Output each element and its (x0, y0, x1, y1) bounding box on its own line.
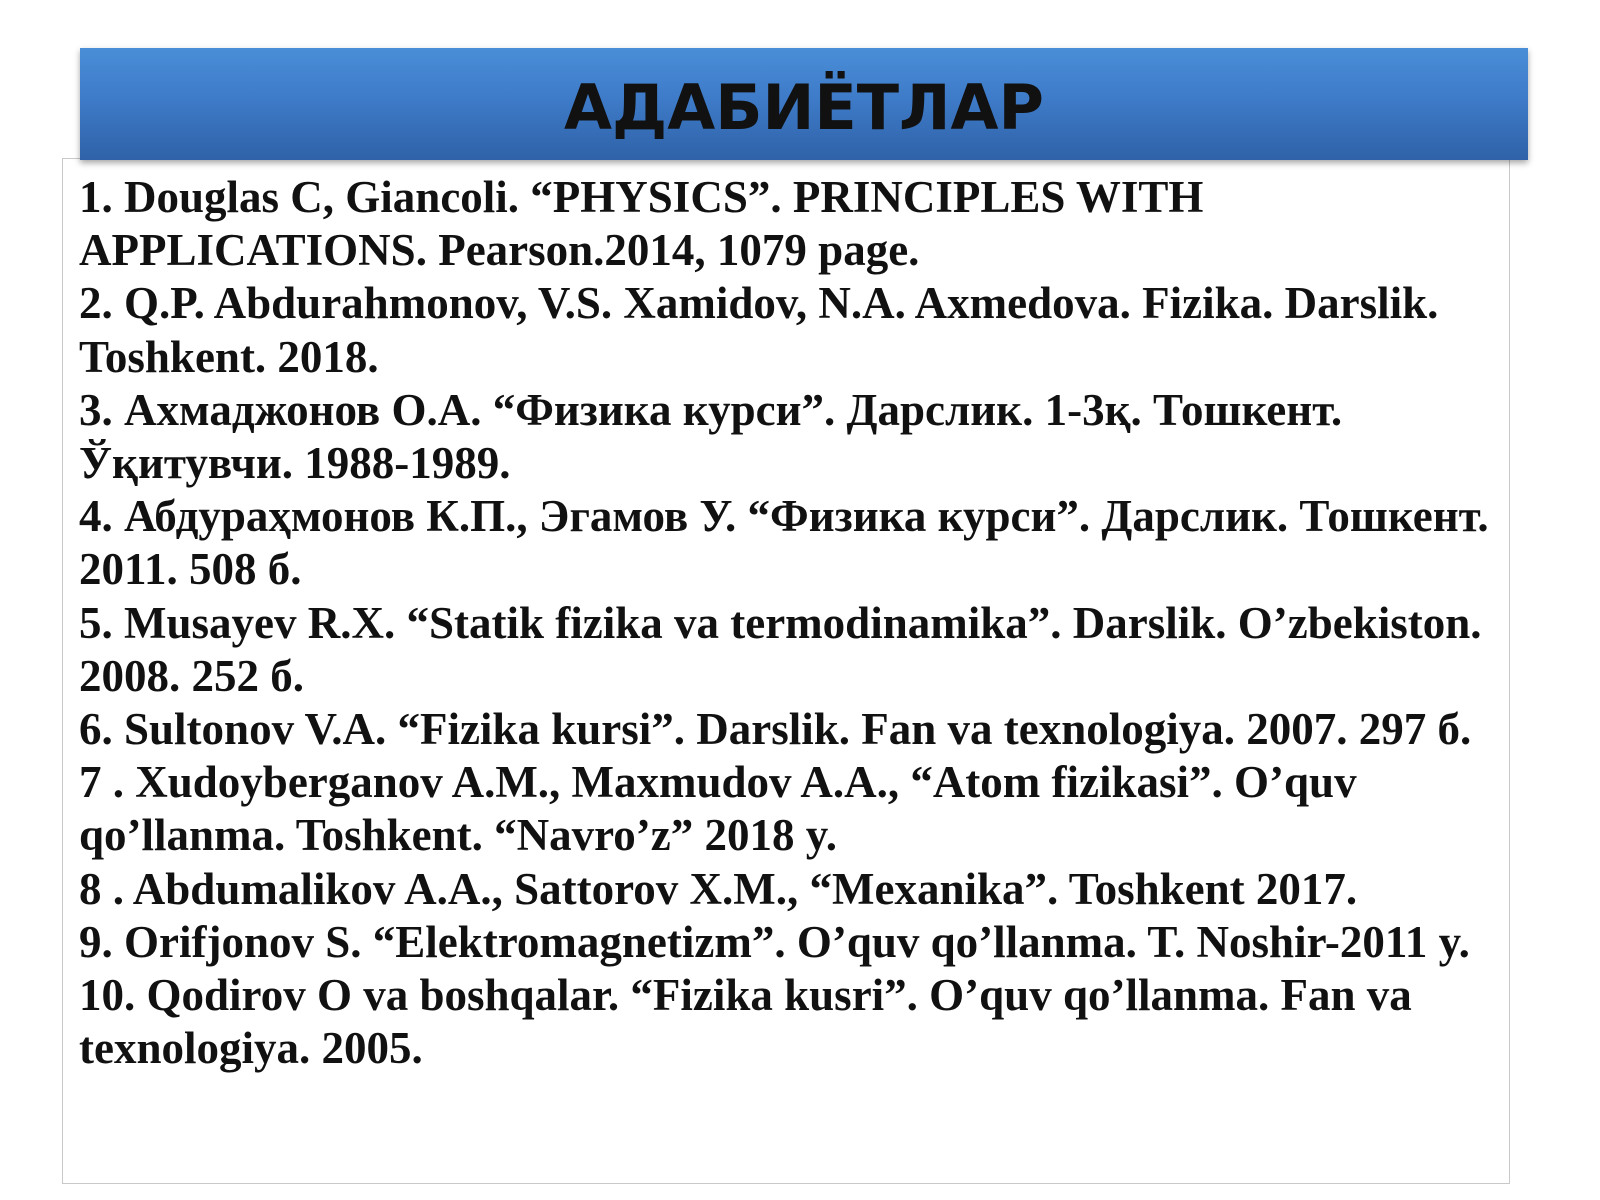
reference-item-8: 8 . Abdumalikov A.A., Sattorov X.M., “Mexanika”. Toshkent 2017. (79, 863, 1358, 914)
reference-item-5: 5. Musayev R.X. “Statik fizika va termodinamika”. Darslik. O’zbekiston. 2008. 252 б. (79, 597, 1482, 701)
reference-item-3: 3. Ахмаджонов О.А. “Физика курси”. Дарслик. 1-3қ. Тошкент. Ўқитувчи. 1988-1989. (79, 384, 1343, 489)
title-bar (80, 48, 1528, 160)
reference-item-10: 10. Qodirov O va boshqalar. “Fizika kusri”. O’quv qo’llanma. Fan va texnologiya. 2005. (79, 970, 1412, 1074)
reference-item-9: 9. Orifjonov S. “Elektromagnetizm”. O’quv qo’llanma. T. Noshir-2011 y. (79, 916, 1470, 967)
reference-list (79, 171, 1499, 1075)
reference-item-4: 4. Абдураҳмонов К.П., Эгамов У. “Физика курси”. Дарслик. Тошкент. 2011. 508 б. (79, 491, 1489, 595)
reference-item-1: 1. Douglas C, Giancoli. “PHYSICS”. PRINCIPLES WITH APPLICATIONS. Pearson.2014, 1079 page. (79, 172, 1204, 276)
references-box (62, 158, 1510, 1184)
reference-item-6: 6. Sultonov V.A. “Fizika kursi”. Darslik. Fan va texnologiya. 2007. 297 б. (79, 704, 1472, 755)
reference-item-7: 7 . Xudoyberganov A.M., Maxmudov A.A., “Atom fizikasi”. O’quv qo’llanma. Toshkent. “Navro’z” 2018 y. (79, 757, 1357, 861)
reference-item-2: 2. Q.P. Abdurahmonov, V.S. Xamidov, N.A. Axmedova. Fizika. Darslik. Toshkent. 2018. (79, 278, 1439, 382)
slide-title: АДАБИЁТЛАР (564, 70, 1044, 144)
